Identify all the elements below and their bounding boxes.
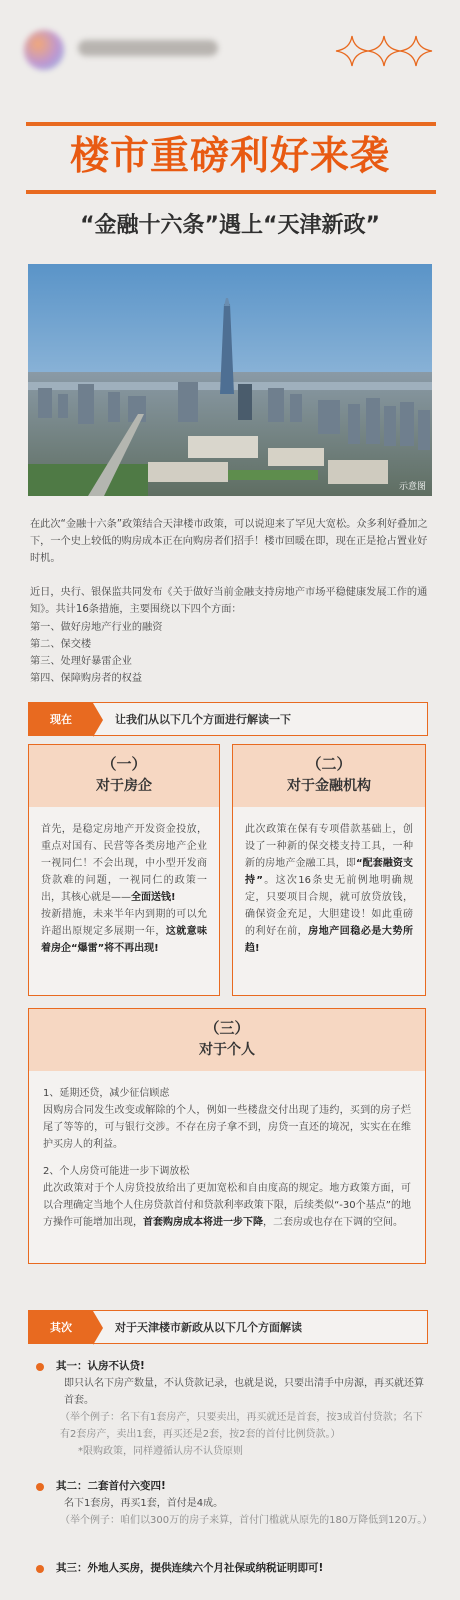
item-heading: 其二：二套首付六变四! xyxy=(56,1480,166,1492)
section-heading: 对于天津楼市新政从以下几个方面解读 xyxy=(115,1321,302,1334)
page-subtitle: “金融十六条”遇上“天津新政” xyxy=(80,213,380,238)
card-header xyxy=(29,745,219,807)
title-top-rule xyxy=(26,122,436,126)
card-number: （二） xyxy=(306,755,352,773)
card-header xyxy=(29,1009,425,1071)
photo-caption: 示意图 xyxy=(398,482,426,492)
section-tag: 其次 xyxy=(29,1311,93,1343)
section-bar-next xyxy=(28,1310,428,1344)
card-body: 首先，是稳定房地产开发资金投放，重点对国有、民营等各类房地产企业一视同仁！不会出现，中小型开发商贷款难的问题，一视同仁的政策一出，其核心就是——全面送钱! 按新措施，未来半年内到期的可以允许超出原规定多展期一年，这就意味着房企“爆雷”将不再出现! xyxy=(41,824,208,954)
intro-point: 第四、保障购房者的权益 xyxy=(30,673,143,684)
item-example: （举个例子：咱们以300万的房子来算，首付门槛就从原先的180万降低到120万。） xyxy=(60,1515,433,1526)
card-title: 对于房企 xyxy=(96,778,152,794)
section-heading: 让我们从以下几个方面进行解读一下 xyxy=(115,713,291,726)
intro-paragraph-2: 近日，央行、银保监共同发布《关于做好当前金融支持房地产市场平稳健康发展工作的通知》。共计16条措施，主要围绕以下四个方面： xyxy=(30,587,428,615)
card-body xyxy=(29,1071,425,1245)
card-number: （一） xyxy=(101,755,147,773)
card-number: （三） xyxy=(204,1019,250,1037)
item-example: （举个例子：名下有1套房产，只要卖出，再买就还是首套，按3成首付贷款；名下有2套房产，卖出1套，再买还是2套，按2套的首付比例贷款。） xyxy=(60,1412,423,1440)
bullet-dot xyxy=(36,1363,44,1371)
item-heading: 其一：认房不认贷! xyxy=(56,1360,145,1372)
card-individuals xyxy=(28,1008,426,1264)
section-bar-now xyxy=(28,702,428,736)
title-bottom-rule xyxy=(26,190,436,194)
card-developers xyxy=(28,744,220,996)
card-header xyxy=(233,745,425,807)
brand-logo xyxy=(24,30,64,70)
list-item xyxy=(40,1358,430,1460)
point-text: 此次政策对于个人房贷投放给出了更加宽松和自由度高的规定。地方政策方面，可以合理确定当地个人住房贷款首付和贷款利率政策下限，后续类似“-30个基点”的地方操作可能增加出现，首套购房成本将进一步下降，二套房或也存在下调的空间。 xyxy=(43,1183,411,1228)
bullet-dot xyxy=(36,1483,44,1491)
card-title: 对于个人 xyxy=(199,1042,255,1058)
point-heading: 2、个人房贷可能进一步下调放松 xyxy=(43,1166,190,1177)
section-tag: 现在 xyxy=(29,703,93,735)
item-text: 名下1套房，再买1套，首付是4成。 xyxy=(64,1498,224,1509)
point-heading: 1、延期还贷，减少征信顾虑 xyxy=(43,1088,170,1099)
item-text: 即只认名下房产数量，不认贷款记录，也就是说，只要出清手中房源，再买就还算首套。 xyxy=(64,1378,424,1406)
item-note: *限购政策，同样遵循认房不认贷原则 xyxy=(78,1446,243,1457)
card-body: 此次政策在保有专项借款基础上，创设了一种新的保交楼支持工具，一种新的房地产金融工具，即“配套融资支持”。这次16条史无前例地明确规定，只要项目合规，就可放贷放钱，确保资金充足，大胆建设！如此重磅的利好在前，房地产回稳必是大势所趋! xyxy=(245,824,414,954)
intro-paragraph-1: 在此次“金融十六条”政策结合天津楼市政策，可以说迎来了罕见大宽松。众多利好叠加之下，一个史上较低的购房成本正在向购房者们招手！楼市回暖在即，现在正是抢占置业好时机。 xyxy=(30,519,428,564)
brand-name-blurred xyxy=(78,40,218,56)
list-item xyxy=(40,1478,433,1529)
city-skyline-photo xyxy=(28,264,432,496)
page-title: 楼市重磅利好来袭 xyxy=(69,134,390,179)
intro-point: 第三、处理好暴雷企业 xyxy=(30,656,132,667)
card-title: 对于金融机构 xyxy=(287,778,371,794)
list-item xyxy=(40,1560,430,1577)
card-financial-institutions xyxy=(232,744,426,996)
sparkle-decoration-icon xyxy=(334,34,434,68)
bullet-dot xyxy=(36,1565,44,1573)
intro-point: 第一、做好房地产行业的融资 xyxy=(30,622,163,633)
intro-points xyxy=(30,619,434,687)
item-heading: 其三：外地人买房，提供连续六个月社保或纳税证明即可! xyxy=(56,1562,324,1574)
intro-point: 第二、保交楼 xyxy=(30,639,92,650)
point-text: 因购房合同发生改变或解除的个人，例如一些楼盘交付出现了违约，买到的房子烂尾了等等的，可与银行交涉。不存在房子拿不到，房贷一直还的境况，实实在在维护买房人的利益。 xyxy=(43,1105,411,1150)
